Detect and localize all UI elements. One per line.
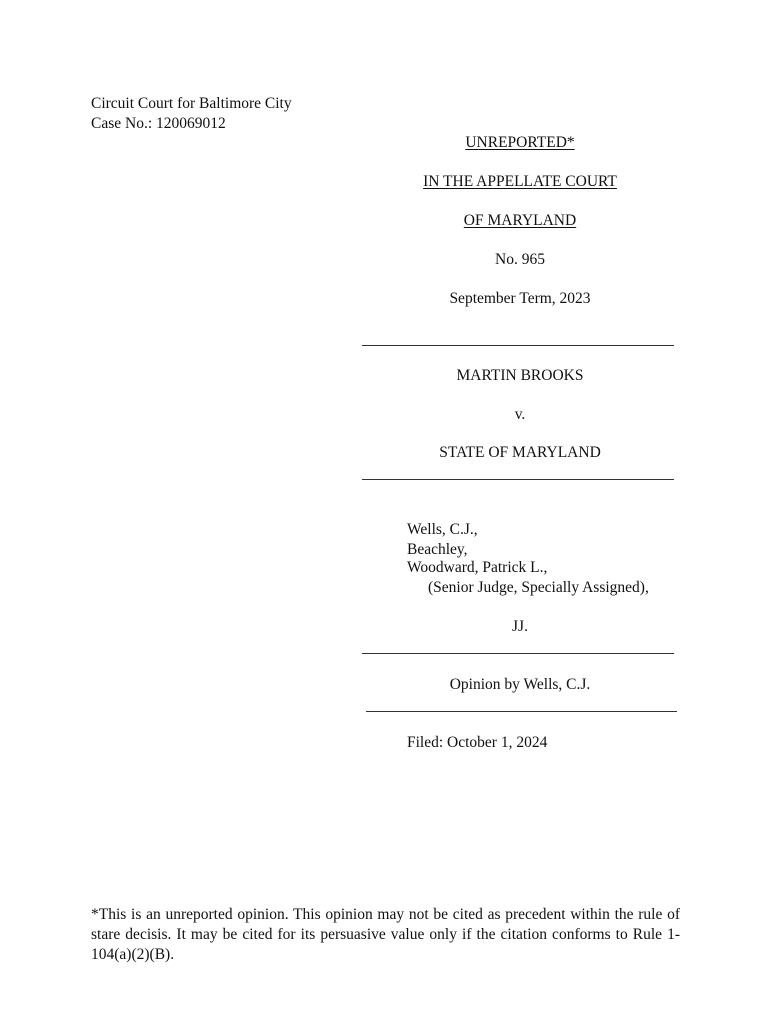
versus: v. bbox=[514, 406, 526, 423]
opinion-by: Opinion by Wells, C.J. bbox=[449, 676, 591, 693]
divider-top bbox=[362, 345, 674, 346]
appellee-name: STATE OF MARYLAND bbox=[439, 444, 601, 461]
case-number: Case No.: 120069012 bbox=[91, 115, 226, 132]
judges-suffix: JJ. bbox=[512, 618, 528, 635]
filed-date: Filed: October 1, 2024 bbox=[407, 734, 548, 751]
judge-3-note: (Senior Judge, Specially Assigned), bbox=[428, 579, 649, 596]
judge-2: Beachley, bbox=[407, 541, 468, 558]
judge-1: Wells, C.J., bbox=[407, 521, 478, 538]
divider-opinion bbox=[366, 711, 677, 712]
court-name-line2: OF MARYLAND bbox=[463, 212, 577, 229]
circuit-court-name: Circuit Court for Baltimore City bbox=[91, 95, 292, 112]
divider-panel bbox=[362, 653, 674, 654]
term: September Term, 2023 bbox=[449, 290, 591, 307]
unreported-label: UNREPORTED* bbox=[465, 134, 575, 151]
divider-parties bbox=[362, 479, 674, 480]
appellant-name: MARTIN BROOKS bbox=[456, 367, 584, 384]
court-name-line1: IN THE APPELLATE COURT bbox=[423, 173, 617, 190]
judge-3: Woodward, Patrick L., bbox=[407, 559, 548, 576]
footnote: *This is an unreported opinion. This opinion may not be cited as precedent within the rule of stare decisis. It may be cited for its persuasive value only if the citation conforms to Rule 1-104(a)(2)(B). bbox=[91, 906, 680, 963]
docket-number: No. 965 bbox=[495, 251, 545, 268]
